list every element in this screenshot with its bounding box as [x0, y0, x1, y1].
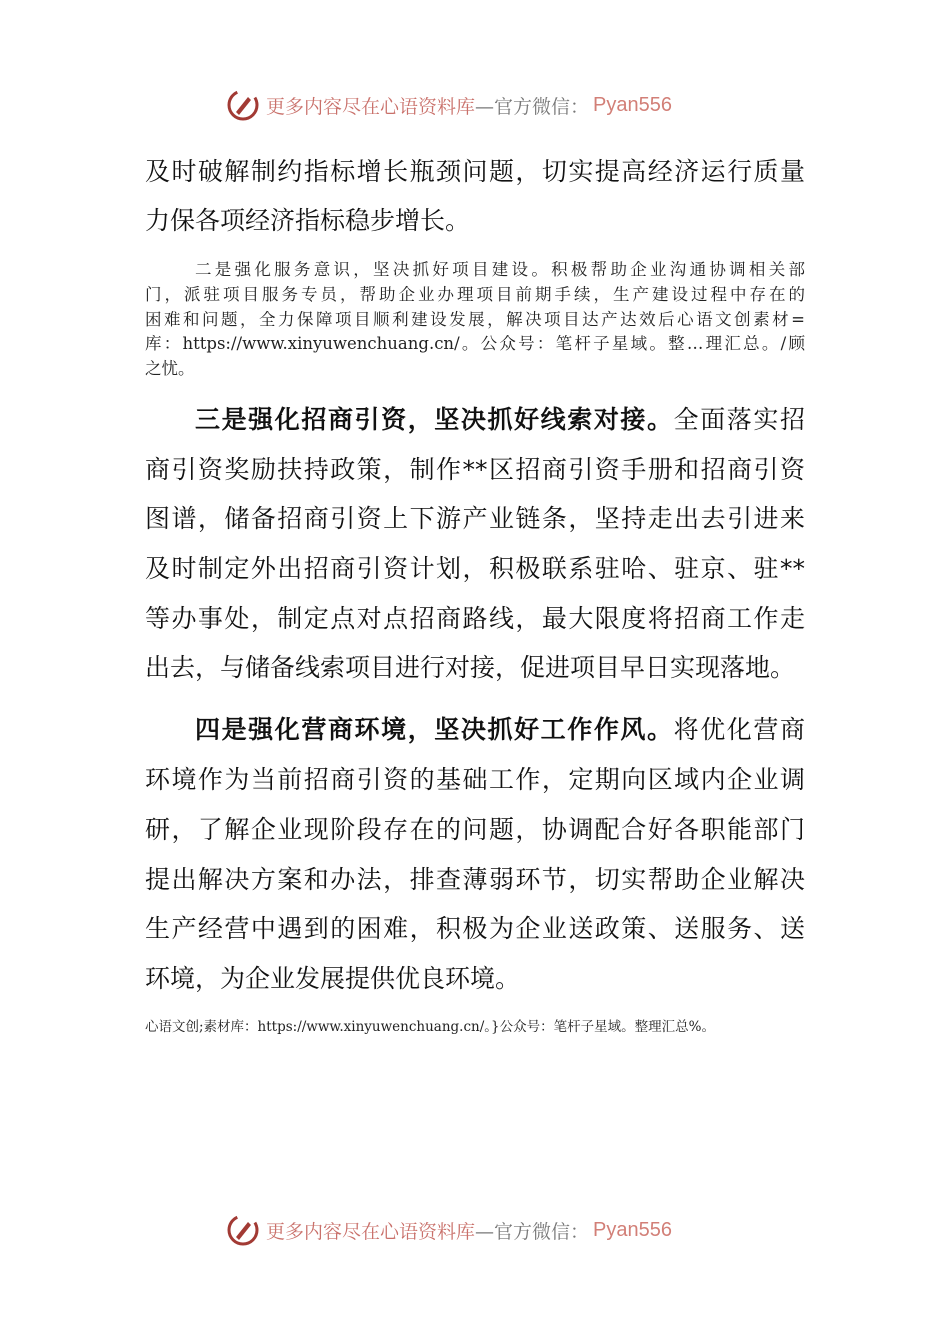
- banner-text: 更多内容尽在心语资料库: [266, 1220, 476, 1243]
- paragraph-4-heading: 四是强化营商环境，坚决抓好工作作风。: [195, 715, 674, 744]
- paragraph-2-line: 之忧。: [145, 359, 195, 378]
- banner-text: 更多内容尽在心语资料库: [266, 95, 476, 118]
- paragraph-2-line: 门，派驻项目服务专员，帮助企业办理项目前期手续，生产建设过程中存在的: [145, 285, 805, 304]
- footer-banner: [226, 1210, 726, 1250]
- header-banner: [226, 85, 726, 125]
- pen-logo-icon: [226, 1213, 260, 1247]
- paragraph-3-line: 商引资奖励扶持政策，制作**区招商引资手册和招商引资: [145, 455, 805, 484]
- paragraph-2-line: 困难和问题，全力保障项目顺利建设发展，解决项目达产达效后心语文创素材=: [145, 310, 805, 329]
- banner-wechat-id: Pyan556: [593, 93, 672, 116]
- paragraph-4-line: 生产经营中遇到的困难，积极为企业送政策、送服务、送: [145, 914, 805, 943]
- paragraph-3-text: 全面落实招: [673, 405, 805, 434]
- pen-logo-icon: [226, 88, 260, 122]
- paragraph-4-line: 环境，为企业发展提供优良环境。: [145, 964, 521, 993]
- paragraph-3-line: 及时制定外出招商引资计划，积极联系驻哈、驻京、驻**: [145, 554, 805, 583]
- paragraph-3-heading: 三是强化招商引资，坚决抓好线索对接。: [195, 405, 674, 434]
- banner-separator: —官方微信：: [475, 1220, 590, 1243]
- paragraph-1-line: 力保各项经济指标稳步增长。: [145, 206, 471, 235]
- banner-wechat-id: Pyan556: [593, 1218, 672, 1241]
- paragraph-3-line: [195, 403, 805, 437]
- paragraph-4-line: [195, 713, 805, 747]
- paragraph-4-line: 提出解决方案和办法，排查薄弱环节，切实帮助企业解决: [145, 865, 805, 894]
- paragraph-4-line: 环境作为当前招商引资的基础工作，定期向区域内企业调: [145, 765, 805, 794]
- paragraph-2-line: 库：https://www.xinyuwenchuang.cn/。公众号：笔杆子星域。整…理汇总。/顾: [145, 334, 805, 353]
- paragraph-2-line: 二是强化服务意识，坚决抓好项目建设。积极帮助企业沟通协调相关部: [195, 260, 805, 279]
- banner-separator: —官方微信：: [475, 95, 590, 118]
- paragraph-3-line: 等办事处，制定点对点招商路线，最大限度将招商工作走: [145, 604, 805, 633]
- paragraph-3-line: 图谱，储备招商引资上下游产业链条，坚持走出去引进来: [145, 504, 805, 533]
- paragraph-3-line: 出去，与储备线索项目进行对接，促进项目早日实现落地。: [145, 653, 796, 682]
- source-note: 心语文创;素材库：https://www.xinyuwenchuang.cn/。}公众号：笔杆子星域。整理汇总%。: [145, 1019, 715, 1035]
- paragraph-4-line: 研，了解企业现阶段存在的问题，协调配合好各职能部门: [145, 815, 805, 844]
- paragraph-4-text: 将优化营商: [673, 715, 805, 744]
- paragraph-1-line: 及时破解制约指标增长瓶颈问题，切实提高经济运行质量: [145, 157, 805, 186]
